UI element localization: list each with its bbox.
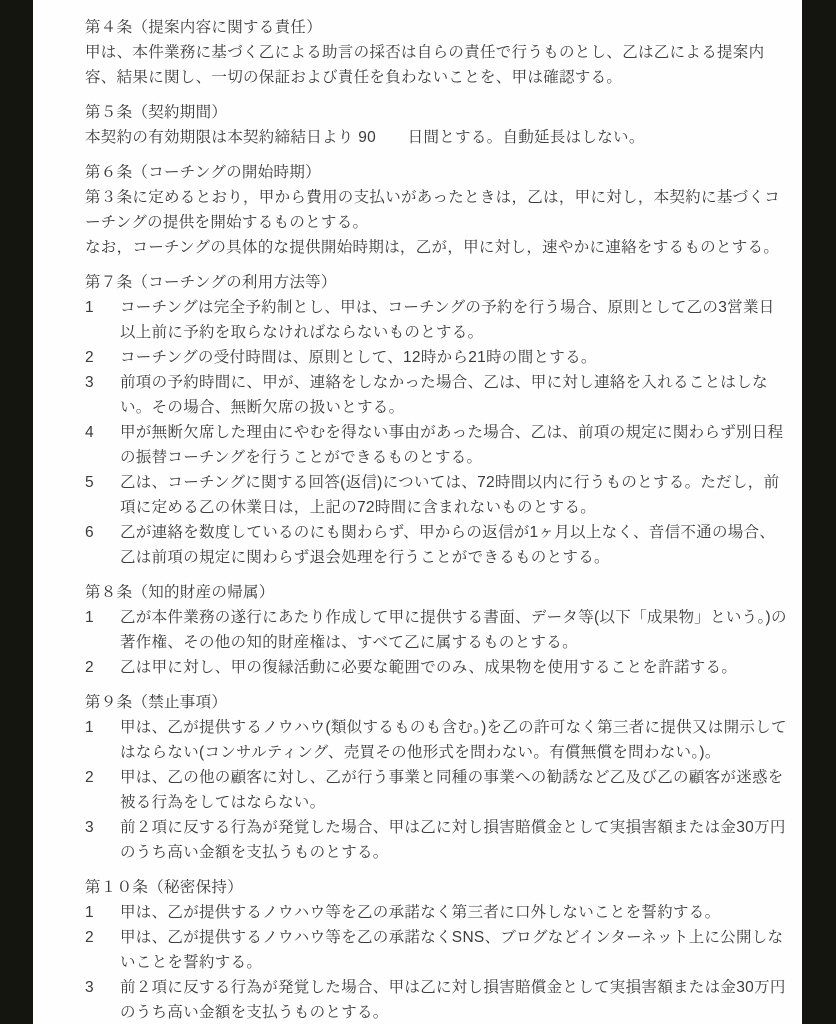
clause-text: コーチングは完全予約制とし、甲は、コーチングの予約を行う場合、原則として乙の3営業日以上前に予約を取らなければならないものとする。 [120,299,775,341]
clause-row [85,655,790,680]
clause-number: 2 [85,769,94,786]
article-4 [85,15,790,90]
article-9 [85,690,790,865]
clause-text: 前項の予約時間に、甲が、連絡をしなかった場合、乙は、甲に対し連絡を入れることはしない。その場合、無断欠席の扱いとする。 [120,374,768,416]
right-letterbox-bar [801,0,836,1024]
article-10 [85,875,790,1025]
clause-text: 甲は、乙が提供するノウハウ等を乙の承諾なくSNS、ブログなどインターネット上に公開しないことを誓約する。 [120,929,784,971]
left-letterbox-bar [0,0,33,1024]
clause-row [85,470,790,520]
clause-number: 3 [85,979,94,996]
clause-text: 乙は甲に対し、甲の復縁活動に必要な範囲でのみ、成果物を使用することを許諾する。 [120,659,738,676]
clause-row [85,715,790,765]
article-paragraph: 第３条に定めるとおり，甲から費用の支払いがあったときは，乙は，甲に対し，本契約に基づくコーチングの提供を開始するものとする。 [85,189,781,231]
clause-number: 1 [85,609,94,626]
article-paragraph: 甲は、本件業務に基づく乙による助言の採否は自らの責任で行うものとし、乙は乙による提案内容、結果に関し、一切の保証および責任を負わないことを、甲は確認する。 [85,44,765,86]
article-8 [85,580,790,680]
article-5 [85,100,790,150]
clause-number: 3 [85,374,94,391]
clause-number: 2 [85,659,94,676]
article-heading: 第７条（コーチングの利用方法等） [85,274,337,291]
article-7 [85,270,790,570]
contract-document-page [33,0,802,1024]
clause-row [85,295,790,345]
clause-number: 2 [85,349,94,366]
clause-text: コーチングの受付時間は、原則として、12時から21時の間とする。 [120,349,597,366]
clause-text: 前２項に反する行為が発覚した場合、甲は乙に対し損害賠償金として実損害額または金30万円のうち高い金額を支払うものとする。 [120,819,786,861]
article-heading: 第９条（禁止事項） [85,694,228,711]
article-heading: 第１０条（秘密保持） [85,879,244,896]
clause-number: 1 [85,299,94,316]
clause-text: 乙が本件業務の遂行にあたり作成して甲に提供する書面、データ等(以下「成果物」という。)の著作権、その他の知的財産権は、すべて乙に属するものとする。 [120,609,787,651]
clause-text: 乙は、コーチングに関する回答(返信)については、72時間以内に行うものとする。ただし，前項に定める乙の休業日は，上記の72時間に含まれないものとする。 [120,474,780,516]
clause-text: 前２項に反する行為が発覚した場合、甲は乙に対し損害賠償金として実損害額または金30万円のうち高い金額を支払うものとする。 [120,979,786,1021]
article-heading: 第６条（コーチングの開始時期） [85,164,321,181]
clause-text: 乙が連絡を数度しているのにも関わらず、甲からの返信が1ヶ月以上なく、音信不通の場合、乙は前項の規定に関わらず退会処理を行うことができるものとする。 [120,524,776,566]
clause-text: 甲は、乙が提供するノウハウ(類似するものも含む。)を乙の許可なく第三者に提供又は開示してはならない(コンサルティング、売買その他形式を問わない。有償無償を問わない。)。 [120,719,787,761]
clause-row [85,815,790,865]
clause-row [85,925,790,975]
clause-row [85,345,790,370]
clause-number: 4 [85,424,94,441]
article-heading: 第４条（提案内容に関する責任） [85,19,323,36]
clause-number: 1 [85,904,94,921]
article-paragraph: 本契約の有効期限は本契約締結日より 90 日間とする。自動延長はしない。 [85,129,645,146]
clause-row [85,520,790,570]
article-6 [85,160,790,260]
clause-row [85,900,790,925]
clause-number: 2 [85,929,94,946]
clause-row [85,420,790,470]
clause-number: 1 [85,719,94,736]
clause-number: 6 [85,524,94,541]
clause-text: 甲は、乙が提供するノウハウ等を乙の承諾なく第三者に口外しないことを誓約する。 [120,904,721,921]
clause-number: 5 [85,474,94,491]
article-heading: 第５条（契約期間） [85,104,228,121]
article-paragraph: なお，コーチングの具体的な提供開始時期は，乙が，甲に対し，速やかに連絡をするものとする。 [85,239,780,256]
clause-row [85,605,790,655]
clause-row [85,765,790,815]
clause-row [85,975,790,1025]
clause-text: 甲が無断欠席した理由にやむを得ない事由があった場合、乙は、前項の規定に関わらず別日程の振替コーチングを行うことができるものとする。 [120,424,784,466]
clause-text: 甲は、乙の他の顧客に対し、乙が行う事業と同種の事業への勧誘など乙及び乙の顧客が迷惑を被る行為をしてはならない。 [120,769,784,811]
article-heading: 第８条（知的財産の帰属） [85,584,275,601]
clause-number: 3 [85,819,94,836]
clause-row [85,370,790,420]
